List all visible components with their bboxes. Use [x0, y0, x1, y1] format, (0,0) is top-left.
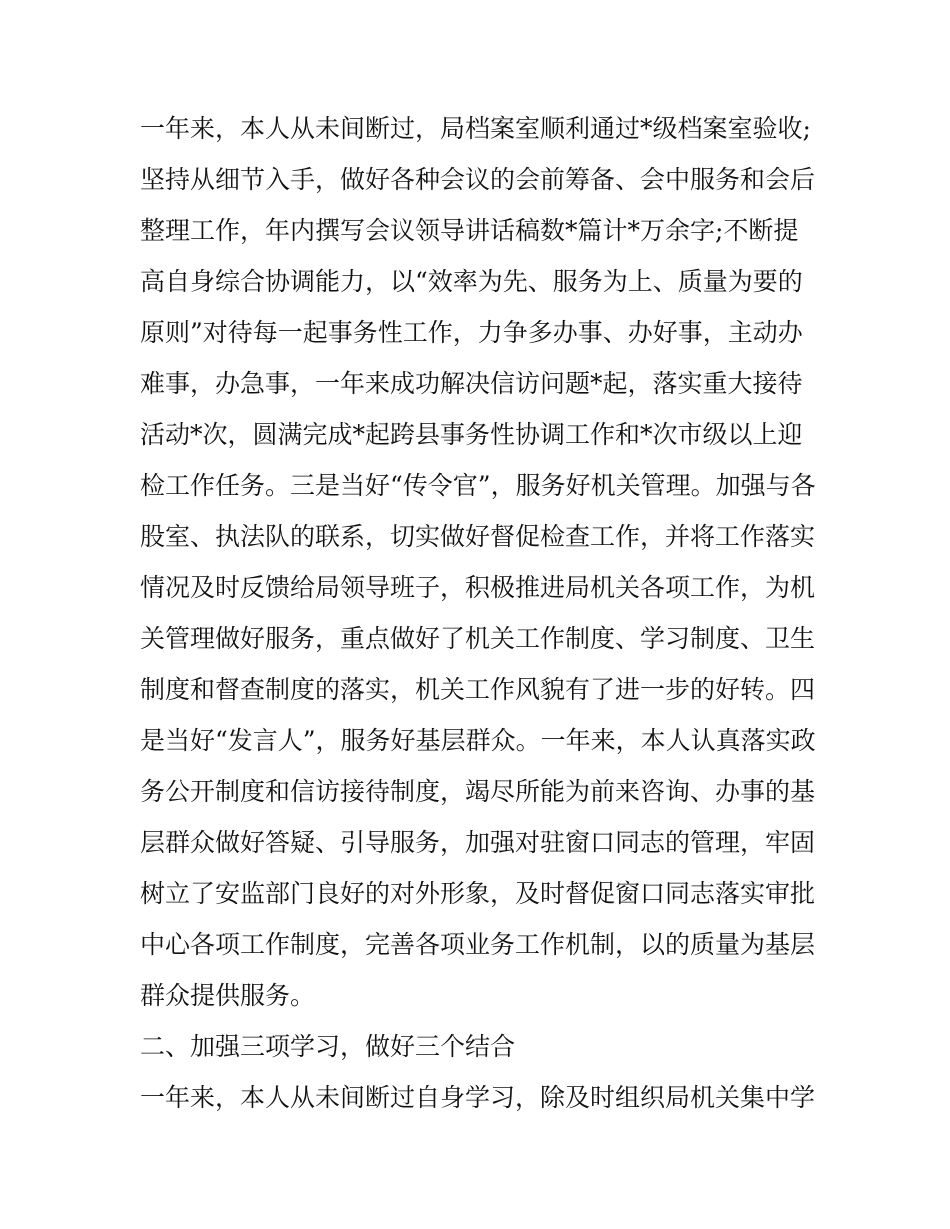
text-line: 活动*次，圆满完成*起跨县事务性协调工作和*次市级以上迎 [140, 420, 803, 449]
text-line: 关管理做好服务，重点做好了机关工作制度、学习制度、卫生 [140, 624, 816, 653]
document-body [140, 103, 820, 1123]
text-line: 股室、执法队的联系，切实做好督促检查工作，并将工作落实 [140, 522, 816, 551]
text-line: 一年来，本人从未间断过，局档案室顺利通过*级档案室验收; [140, 114, 811, 143]
section-heading: 二、加强三项学习，做好三个结合 [140, 1032, 516, 1061]
text-line: 层群众做好答疑、引导服务，加强对驻窗口同志的管理，牢固 [140, 828, 816, 857]
text-line: 情况及时反馈给局领导班子，积极推进局机关各项工作，为机 [140, 573, 816, 602]
text-line: 一年来，本人从未间断过自身学习，除及时组织局机关集中学 [140, 1083, 816, 1112]
text-line: 务公开制度和信访接待制度，竭尽所能为前来咨询、办事的基 [140, 777, 816, 806]
text-line: 高自身综合协调能力，以“效率为先、服务为上、质量为要的 [140, 267, 803, 296]
text-line: 难事，办急事，一年来成功解决信访问题*起，落实重大接待 [140, 369, 803, 398]
text-line: 原则”对待每一起事务性工作，力争多办事、办好事，主动办 [140, 318, 803, 347]
text-line: 检工作任务。三是当好“传令官”，服务好机关管理。加强与各 [140, 471, 816, 500]
text-line: 是当好“发言人”，服务好基层群众。一年来，本人认真落实政 [140, 726, 816, 755]
text-line: 树立了安监部门良好的对外形象，及时督促窗口同志落实审批 [140, 879, 816, 908]
text-line: 制度和督查制度的落实，机关工作风貌有了进一步的好转。四 [140, 675, 816, 704]
text-line: 中心各项工作制度，完善各项业务工作机制，以的质量为基层 [140, 930, 816, 959]
text-line: 群众提供服务。 [140, 981, 316, 1010]
text-line: 坚持从细节入手，做好各种会议的会前筹备、会中服务和会后 [140, 165, 816, 194]
text-line: 整理工作，年内撰写会议领导讲话稿数*篇计*万余字;不断提 [140, 216, 799, 245]
